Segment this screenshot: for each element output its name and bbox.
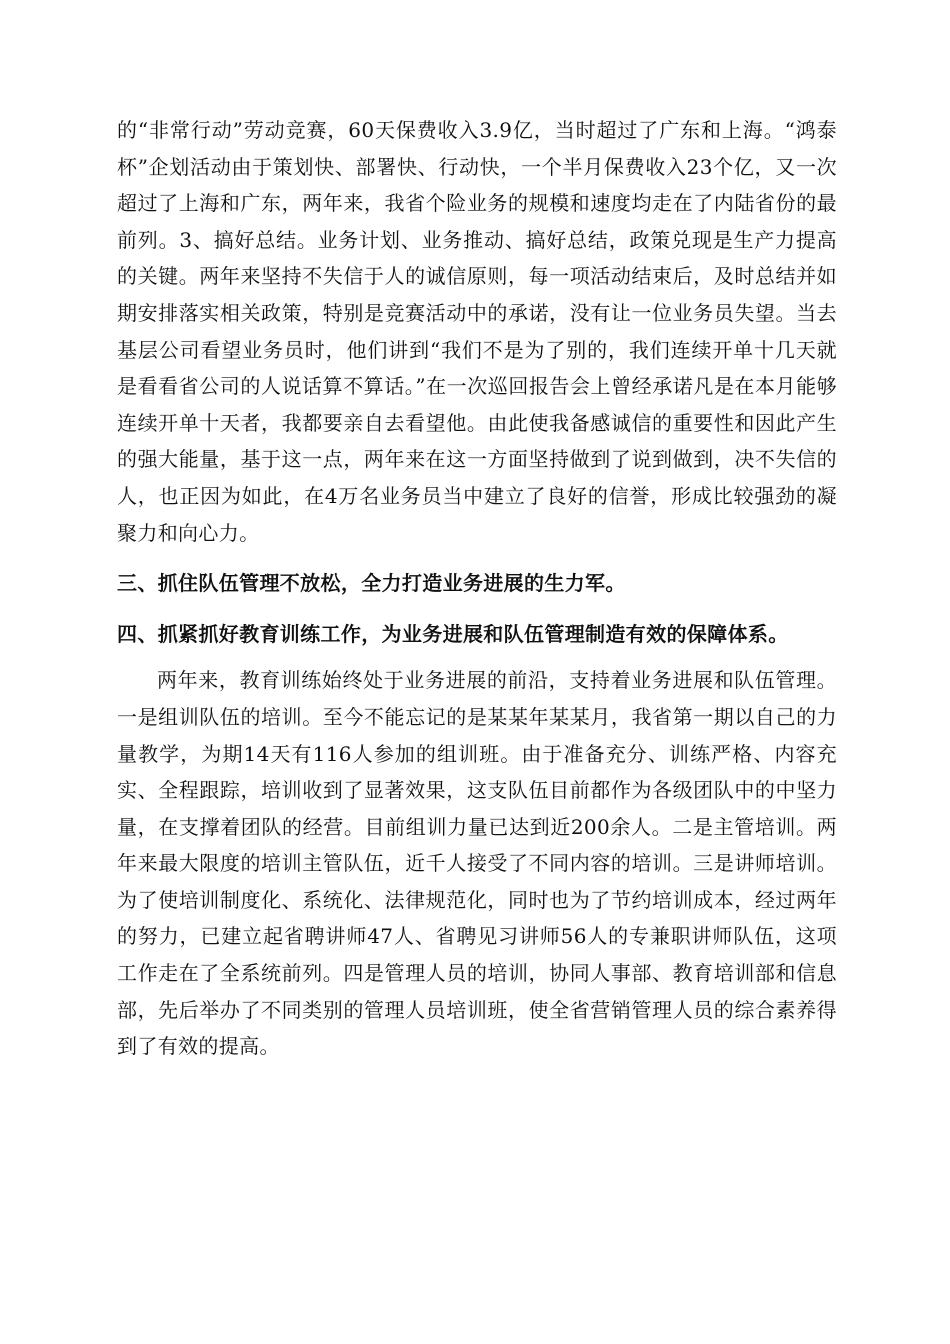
body-paragraph-training: 两年来，教育训练始终处于业务进展的前沿，支持着业务进展和队伍管理。一是组训队伍的培训。至今不能忘记的是某某年某某月，我省第一期以自己的力量教学，为期14天有116人参加的组训班。由于准备充分、训练严格、内容充实、全程跟踪，培训收到了显著效果，这支队伍目前都作为各级团队中的中坚力量，在支撑着团队的经营。目前组训力量已达到近200余人。二是主管培训。两年来最大限度的培训主管队伍，近千人接受了不同内容的培训。三是讲师培训。为了使培训制度化、系统化、法律规范化，同时也为了节约培训成本，经过两年的努力，已建立起省聘讲师47人、省聘见习讲师56人的专兼职讲师队伍，这项工作走在了全系统前列。四是管理人员的培训，协同人事部、教育培训部和信息部，先后举办了不同类别的管理人员培训班，使全省营销管理人员的综合素养得到了有效的提高。 [117,668,837,1059]
document-body [117,112,837,1065]
body-paragraph-continued: 的“非常行动”劳动竞赛，60天保费收入3.9亿，当时超过了广东和上海。“鸿泰杯”企划活动由于策划快、部署快、行动快，一个半月保费收入23个亿，又一次超过了上海和广东，两年来，我省个险业务的规模和速度均走在了内陆省份的最前列。3、搞好总结。业务计划、业务推动、搞好总结，政策兑现是生产力提高的关键。两年来坚持不失信于人的诚信原则，每一项活动结束后，及时总结并如期安排落实相关政策，特别是竞赛活动中的承诺，没有让一位业务员失望。当去基层公司看望业务员时，他们讲到“我们不是为了别的，我们连续开单十几天就是看看省公司的人说话算不算话。”在一次巡回报告会上曾经承诺凡是在本月能够连续开单十天者，我都要亲自去看望他。由此使我备感诚信的重要性和因此产生的强大能量，基于这一点，两年来在这一方面坚持做到了说到做到，决不失信的人，也正因为如此，在4万名业务员当中建立了良好的信誉，形成比较强劲的凝聚力和向心力。 [117,118,837,545]
section-heading-three: 三、抓住队伍管理不放松，全力打造业务进展的生力军。 [117,571,626,596]
section-heading-four: 四、抓紧抓好教育训练工作，为业务进展和队伍管理制造有效的保障体系。 [117,621,789,646]
